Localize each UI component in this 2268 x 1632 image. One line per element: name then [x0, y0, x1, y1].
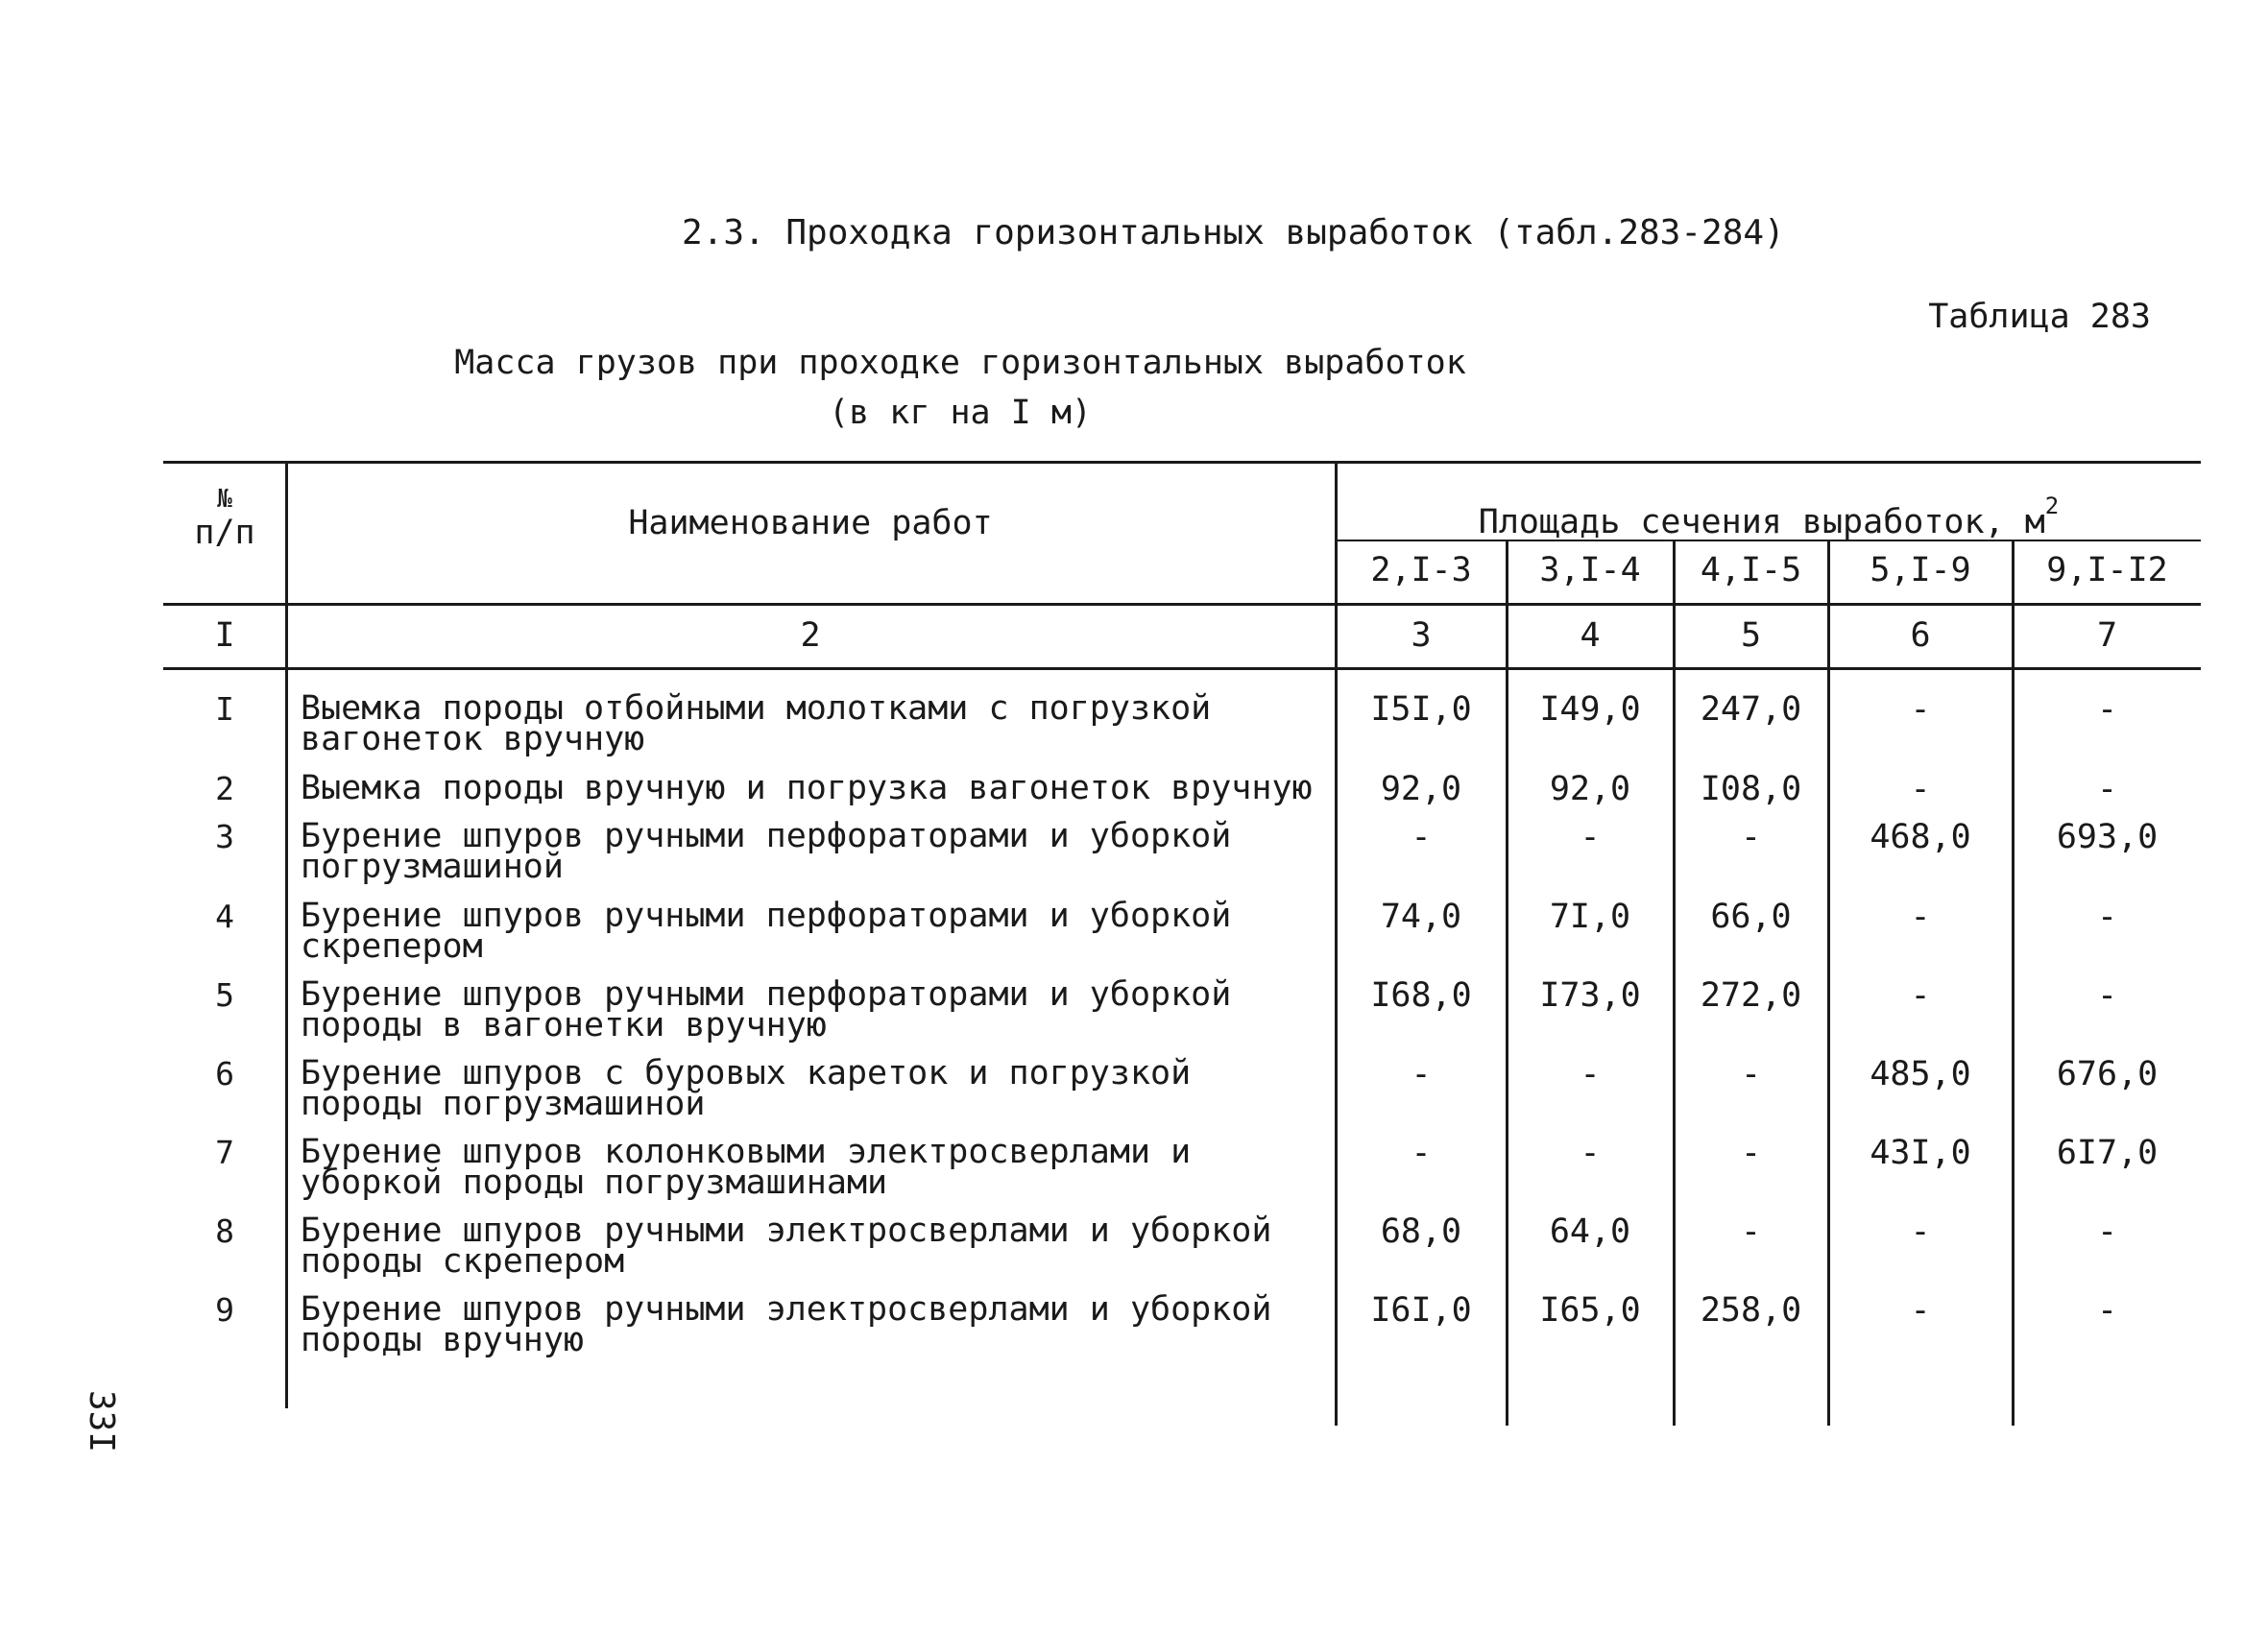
- row-value-col-5: 247,0: [1700, 690, 1802, 729]
- row-value-col-7: -: [2096, 690, 2118, 729]
- header-work-name: Наименование работ: [628, 504, 993, 542]
- row-value-col-6: -: [1910, 770, 1931, 808]
- column-number-rule: [163, 667, 2201, 670]
- row-value-col-4: I65,0: [1539, 1291, 1641, 1330]
- row-value-col-5: 258,0: [1700, 1291, 1802, 1330]
- row-value-col-3: -: [1411, 1055, 1432, 1093]
- row-value-col-5: I08,0: [1700, 770, 1802, 808]
- row-value-col-5: 272,0: [1700, 976, 1802, 1015]
- row-number: 6: [215, 1055, 234, 1092]
- row-value-col-4: 92,0: [1549, 770, 1631, 808]
- table-caption-line2: (в кг на I м): [829, 394, 1092, 432]
- row-value-col-4: -: [1580, 1055, 1601, 1093]
- row-value-col-6: 468,0: [1870, 818, 1971, 856]
- row-value-col-7: -: [2096, 1291, 2118, 1330]
- header-bottom-rule: [163, 603, 2201, 606]
- row-value-col-3: 74,0: [1380, 898, 1462, 936]
- row-value-col-7: 693,0: [2056, 818, 2159, 856]
- row-work-name: Бурение шпуров с буровых кареток и погрузкой породы погрузмашиной: [301, 1054, 1192, 1123]
- header-area: [1337, 490, 2201, 539]
- row-value-col-7: -: [2096, 770, 2118, 808]
- row-value-col-3: -: [1411, 1134, 1432, 1172]
- header-num-sign: №: [217, 485, 232, 514]
- row-value-col-5: -: [1740, 1055, 1762, 1093]
- row-work-name: Бурение шпуров ручными перфораторами и уборкой скрепером: [301, 897, 1232, 966]
- row-value-col-6: -: [1910, 690, 1931, 729]
- column-number-1: I: [214, 616, 235, 655]
- row-value-col-3: 68,0: [1380, 1212, 1462, 1251]
- col-divider-1: [285, 461, 288, 1408]
- row-number: 5: [215, 976, 234, 1014]
- row-value-col-4: I73,0: [1539, 976, 1641, 1015]
- row-value-col-4: -: [1580, 818, 1601, 856]
- column-number-3: 3: [1411, 616, 1432, 655]
- row-number: 7: [215, 1134, 234, 1171]
- table-top-rule: [163, 461, 2201, 464]
- row-value-col-7: -: [2096, 976, 2118, 1015]
- row-value-col-6: -: [1910, 976, 1931, 1015]
- page-number: 33I: [82, 1390, 121, 1453]
- header-area-col-3: 4,I-5: [1700, 551, 1802, 589]
- row-number: 8: [215, 1212, 234, 1250]
- row-value-col-5: -: [1740, 1134, 1762, 1172]
- row-work-name: Бурение шпуров колонковыми электросверлами и уборкой породы погрузмашинами: [301, 1133, 1192, 1202]
- row-value-col-3: -: [1411, 818, 1432, 856]
- row-value-col-6: -: [1910, 898, 1931, 936]
- row-work-name: Бурение шпуров ручными перфораторами и уборкой породы в вагонетки вручную: [301, 975, 1232, 1044]
- header-area-unit-sup: 2: [2044, 492, 2060, 519]
- row-number: 3: [215, 818, 234, 855]
- header-area-label: Площадь сечения выработок, м: [1478, 503, 2045, 541]
- row-value-col-6: -: [1910, 1291, 1931, 1330]
- header-area-col-4: 5,I-9: [1870, 551, 1971, 589]
- column-number-7: 7: [2096, 616, 2118, 655]
- data-table: [163, 461, 2201, 1430]
- row-number: 2: [215, 770, 234, 807]
- row-value-col-7: 676,0: [2056, 1055, 2159, 1093]
- row-work-name: Выемка породы отбойными молотками с погрузкой вагонеток вручную: [301, 689, 1212, 758]
- row-value-col-7: -: [2096, 898, 2118, 936]
- row-value-col-7: -: [2096, 1212, 2118, 1251]
- row-value-col-3: I68,0: [1370, 976, 1472, 1015]
- row-number: 9: [215, 1291, 234, 1329]
- row-value-col-6: -: [1910, 1212, 1931, 1251]
- column-number-6: 6: [1910, 616, 1931, 655]
- row-value-col-4: 7I,0: [1549, 898, 1631, 936]
- row-work-name: Бурение шпуров ручными электросверлами и уборкой породы скрепером: [301, 1212, 1272, 1281]
- row-value-col-7: 6I7,0: [2056, 1134, 2159, 1172]
- row-value-col-3: I6I,0: [1370, 1291, 1472, 1330]
- row-value-col-3: I5I,0: [1370, 690, 1472, 729]
- row-work-name: Выемка породы вручную и погрузка вагонеток вручную: [301, 769, 1313, 807]
- row-value-col-4: 64,0: [1549, 1212, 1631, 1251]
- column-number-2: 2: [800, 616, 821, 655]
- table-label: Таблица 283: [1928, 298, 2151, 336]
- section-title: 2.3. Проходка горизонтальных выработок (табл.283-284): [682, 213, 1785, 252]
- header-num-pp: п/п: [194, 514, 255, 552]
- row-work-name: Бурение шпуров ручными перфораторами и уборкой погрузмашиной: [301, 817, 1232, 886]
- row-value-col-6: 43I,0: [1870, 1134, 1971, 1172]
- row-value-col-4: I49,0: [1539, 690, 1641, 729]
- row-number: 4: [215, 898, 234, 935]
- header-area-col-5: 9,I-I2: [2046, 551, 2168, 589]
- row-value-col-5: 66,0: [1710, 898, 1792, 936]
- column-number-5: 5: [1740, 616, 1762, 655]
- row-value-col-4: -: [1580, 1134, 1601, 1172]
- header-area-col-2: 3,I-4: [1539, 551, 1641, 589]
- row-value-col-5: -: [1740, 818, 1762, 856]
- column-number-4: 4: [1580, 616, 1601, 655]
- table-caption-line1: Масса грузов при проходке горизонтальных выработок: [454, 344, 1466, 382]
- row-number: I: [215, 690, 234, 728]
- row-work-name: Бурение шпуров ручными электросверлами и уборкой породы вручную: [301, 1290, 1272, 1359]
- row-value-col-3: 92,0: [1380, 770, 1462, 808]
- row-value-col-5: -: [1740, 1212, 1762, 1251]
- header-area-col-1: 2,I-3: [1370, 551, 1472, 589]
- row-value-col-6: 485,0: [1870, 1055, 1971, 1093]
